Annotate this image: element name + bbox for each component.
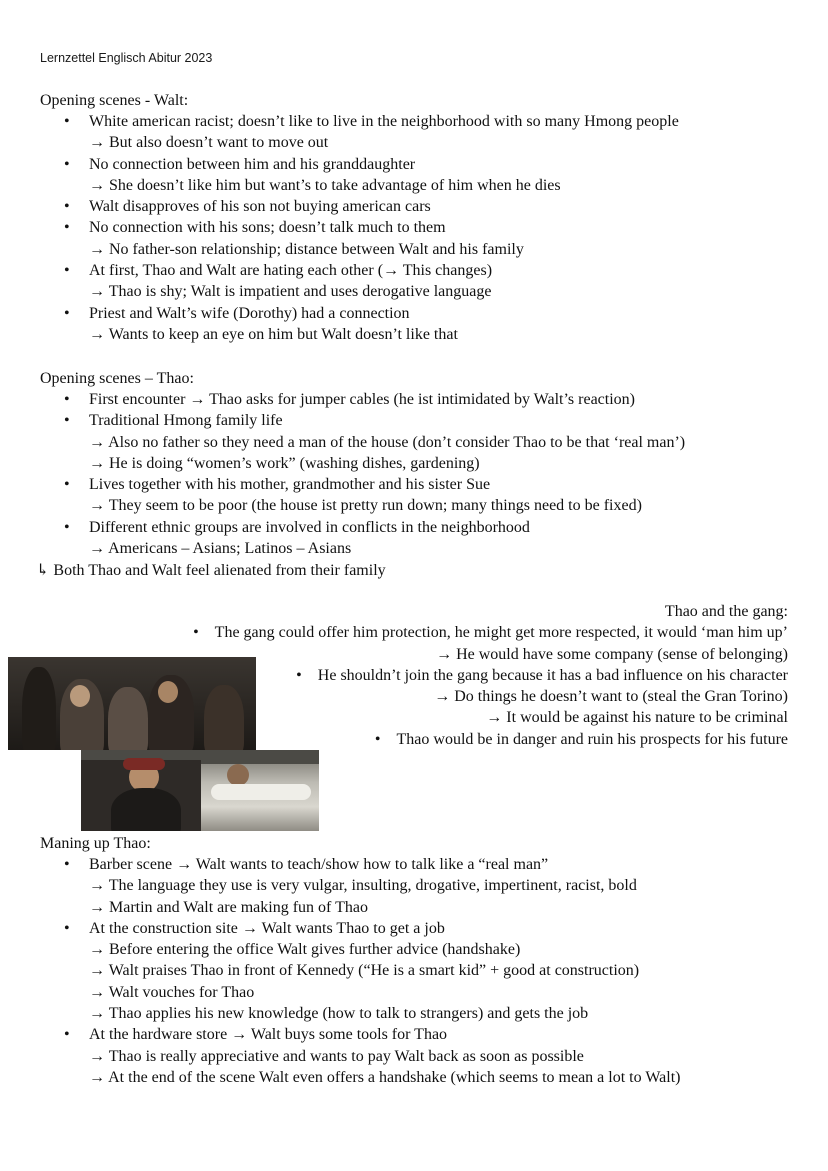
gang-point-3: • Thao would be in danger and ruin his prospects for his future	[193, 729, 788, 750]
figure-silhouette	[108, 687, 148, 750]
gang-section	[193, 601, 788, 750]
maning-list	[0, 854, 680, 1088]
list-item: • Traditional Hmong family life → Also no father so they need a man of the house (don’t consider Thao to be that ‘real man’) → He is doing “women’s work” (washing dishes, gardening)	[0, 410, 685, 474]
list-item: • Lives together with his mother, grandmother and his sister Sue → They seem to be poor (the house ist pretty run down; many things need to be fixed)	[0, 474, 685, 517]
conclusion-line: ↳ Both Thao and Walt feel alienated from their family	[36, 562, 386, 579]
car-door-edge	[211, 784, 311, 800]
gang-point-2-sub-1: → Do things he doesn’t want to (steal the Gran Torino)	[434, 688, 788, 706]
list-item: • No connection with his sons; doesn’t talk much to them → No father-son relationship; distance between Walt and his family	[0, 217, 679, 260]
section-title-maning: Maning up Thao:	[40, 835, 151, 852]
face-shape	[227, 764, 249, 786]
list-item: • White american racist; doesn’t like to live in the neighborhood with so many Hmong people → But also doesn’t want to move out	[0, 111, 679, 154]
figure-silhouette	[111, 788, 181, 831]
face-shape	[158, 681, 178, 703]
list-item: • Different ethnic groups are involved in conflicts in the neighborhood → Americans – Asians; Latinos – Asians	[0, 517, 685, 560]
gang-point-1-sub: → He would have some company (sense of belonging)	[436, 645, 788, 663]
list-item: • Walt disapproves of his son not buying american cars	[0, 196, 679, 217]
thao-list	[0, 389, 685, 559]
gang-point-2: • He shouldn’t join the gang because it has a bad influence on his character	[193, 665, 788, 686]
list-item: • Barber scene → Walt wants to teach/show how to talk like a “real man” → The language they use is very vulgar, insulting, drogative, impertinent, racist, bold → Martin and Walt are making fun of Thao	[0, 854, 680, 918]
list-item: • Priest and Walt’s wife (Dorothy) had a connection → Wants to keep an eye on him but Walt doesn’t like that	[0, 303, 679, 346]
gang-point-1: • The gang could offer him protection, he might get more respected, it would ‘man him up’	[193, 622, 788, 643]
gang-point-2-sub-2: → It would be against his nature to be criminal	[486, 709, 788, 727]
list-item: • No connection between him and his granddaughter → She doesn’t like him but want’s to take advantage of him when he dies	[0, 154, 679, 197]
list-item: • At first, Thao and Walt are hating each other (→ This changes) → Thao is shy; Walt is impatient and uses derogative language	[0, 260, 679, 303]
section-title-walt: Opening scenes - Walt:	[40, 92, 189, 109]
list-item: • First encounter → Thao asks for jumper cables (he ist intimidated by Walt’s reaction)	[0, 389, 685, 410]
list-item: • At the hardware store → Walt buys some tools for Thao → Thao is really appreciative and wants to pay Walt back as soon as possible → At the end of the scene Walt even offers a handshake (which seems to mean a lot to Walt)	[0, 1024, 680, 1088]
face-shape	[70, 685, 90, 707]
gang-film-still-2	[81, 750, 319, 831]
list-item: • At the construction site → Walt wants Thao to get a job → Before entering the office Walt gives further advice (handshake) → Walt praises Thao in front of Kennedy (“He is a smart kid” + good at construction) → Walt vouches for Thao → Thao applies his new knowledge (how to talk to strangers) and gets the job	[0, 918, 680, 1024]
gang-film-still-1	[8, 657, 256, 750]
bandana-shape	[123, 758, 165, 770]
section-title-thao: Opening scenes – Thao:	[40, 370, 194, 387]
walt-list	[0, 111, 679, 345]
section-title-gang: Thao and the gang:	[664, 603, 788, 620]
figure-silhouette	[22, 667, 56, 750]
figure-silhouette	[204, 685, 244, 750]
document-header: Lernzettel Englisch Abitur 2023	[40, 51, 213, 65]
